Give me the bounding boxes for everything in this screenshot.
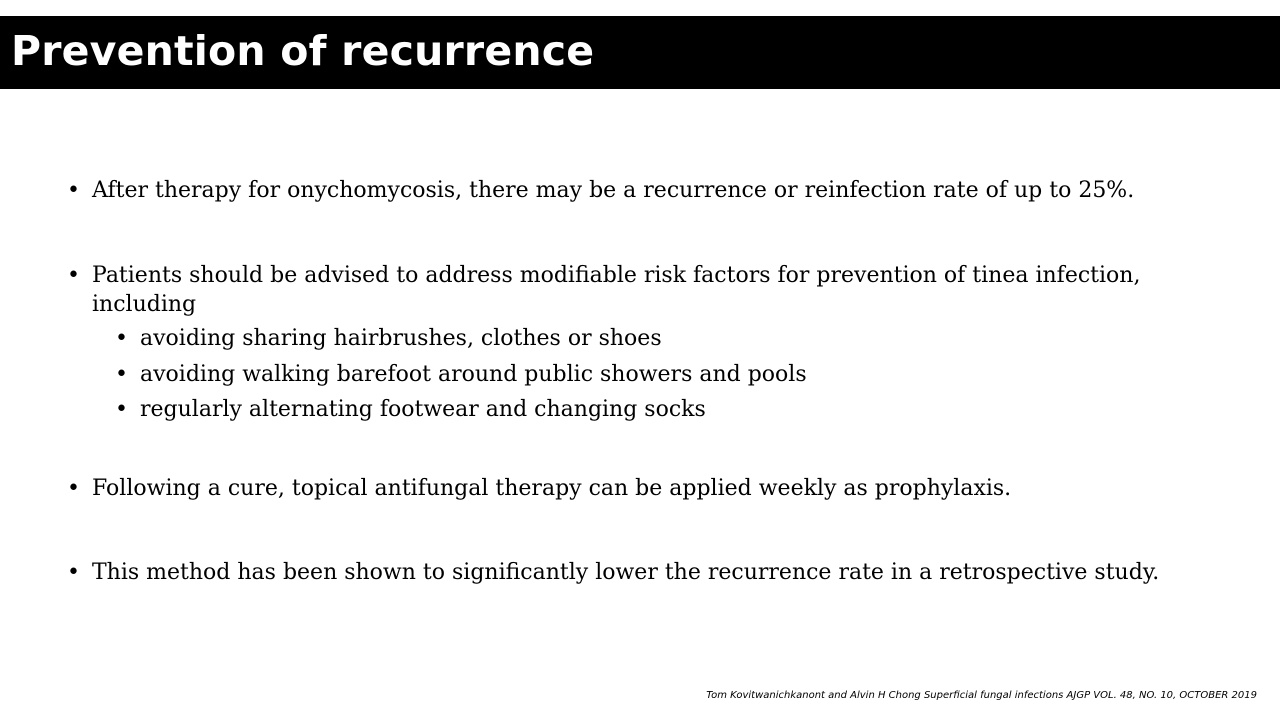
bullet-text-line1: Patients should be advised to address modifiable risk factors for prevention of tinea infection, (92, 263, 1141, 288)
slide-title: Prevention of recurrence (11, 27, 595, 75)
bullet-text-line2: including (92, 292, 197, 317)
bullet-text: This method has been shown to significantly lower the recurrence rate in a retrospective study. (92, 560, 1160, 585)
title-bar (0, 16, 1280, 89)
bullet-text: After therapy for onychomycosis, there may be a recurrence or reinfection rate of up to 25%. (92, 178, 1135, 203)
sub-bullet-text: regularly alternating footwear and changing socks (140, 397, 706, 422)
bullet-dot: • (67, 263, 80, 288)
sub-bullet-text: avoiding walking barefoot around public showers and pools (140, 362, 807, 387)
bullet-dot: • (67, 560, 80, 585)
bullet-dot: • (115, 397, 128, 422)
bullet-dot: • (115, 326, 128, 351)
bullet-dot: • (67, 476, 80, 501)
bullet-text: Following a cure, topical antifungal therapy can be applied weekly as prophylaxis. (92, 476, 1012, 501)
bullet-dot: • (115, 362, 128, 387)
citation: Tom Kovitwanichkanont and Alvin H Chong Superficial fungal infections AJGP VOL. 48, NO. 10, OCTOBER 2019 (706, 690, 1257, 701)
bullet-dot: • (67, 178, 80, 203)
sub-bullet-text: avoiding sharing hairbrushes, clothes or shoes (140, 326, 662, 351)
